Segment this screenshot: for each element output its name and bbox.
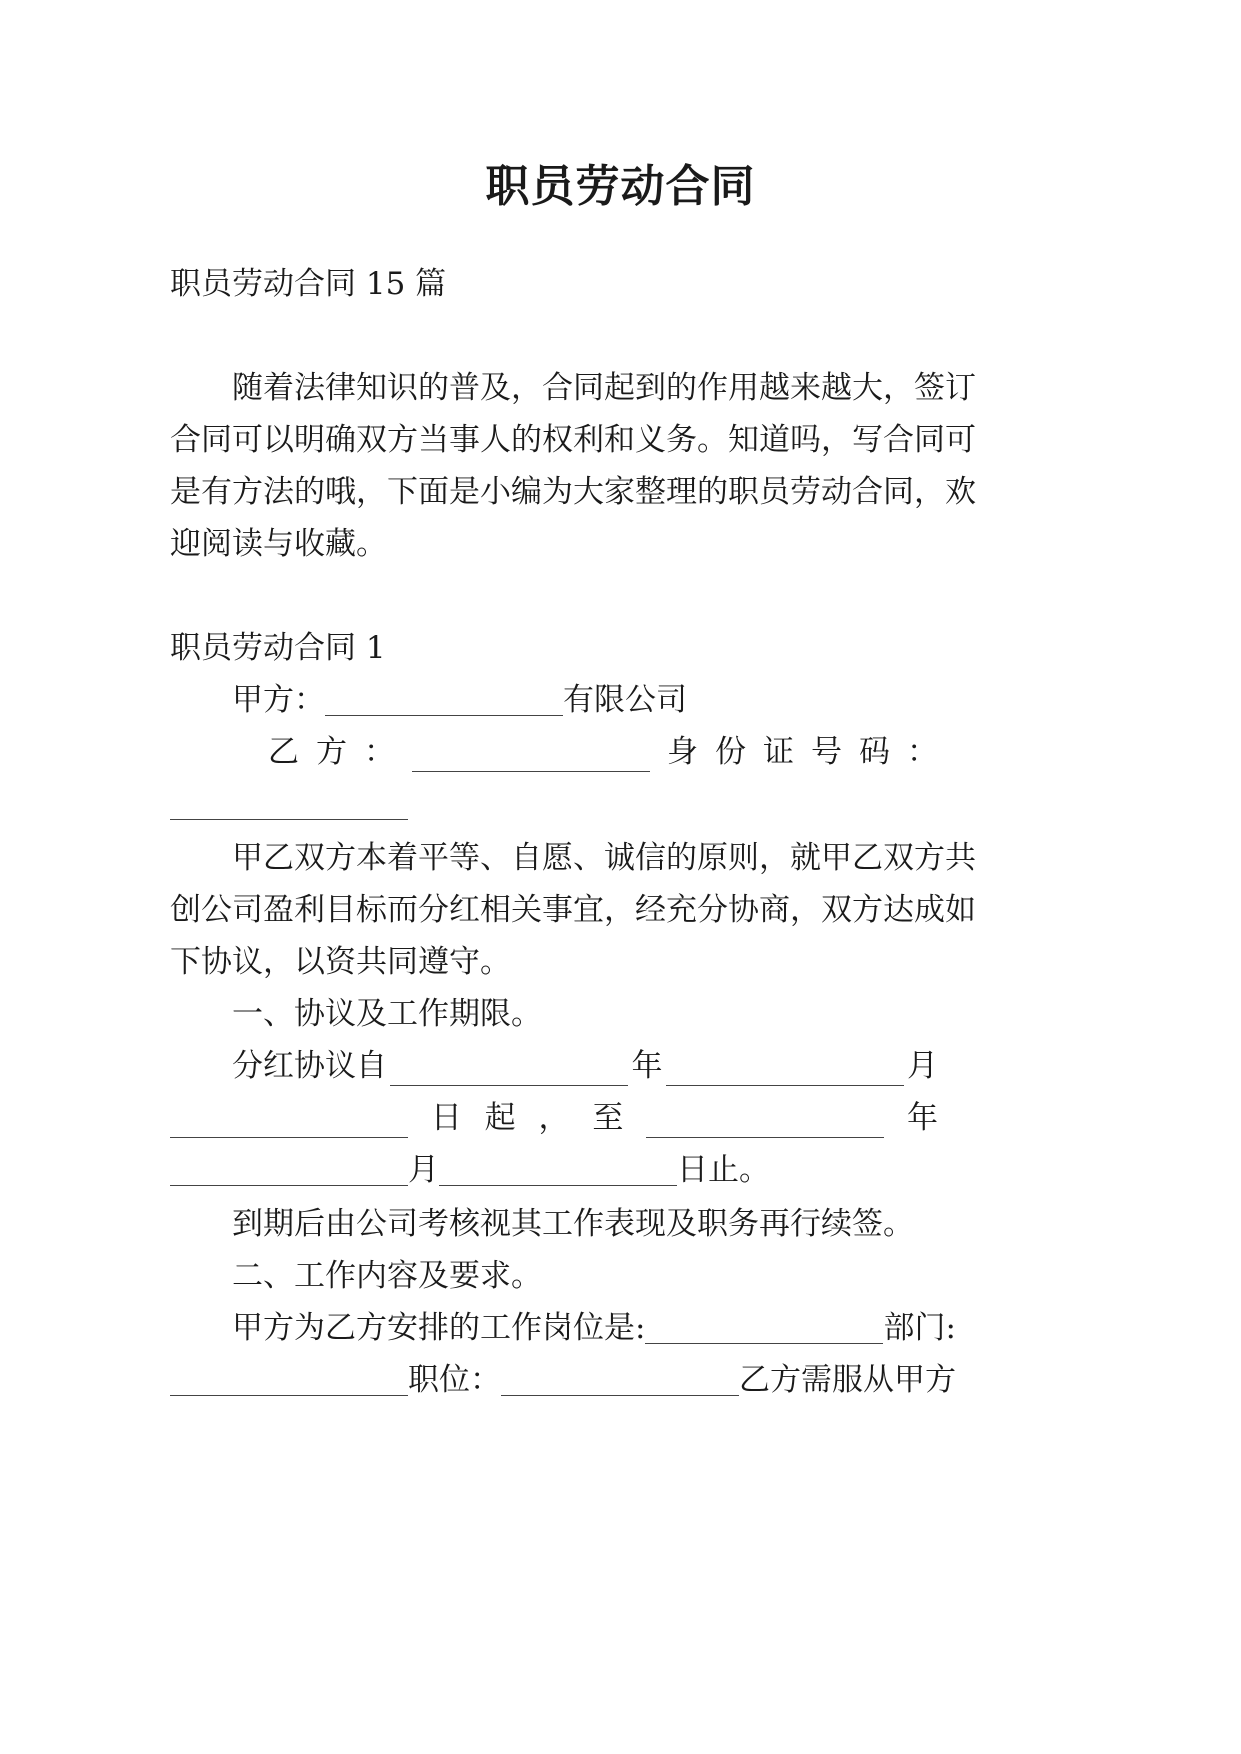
id-number-blank[interactable] [170, 789, 408, 820]
intro-line-3: 是有方法的哦，下面是小编为大家整理的职员劳动合同，欢 [170, 474, 976, 510]
party-a-line [232, 680, 687, 720]
period-line-1 [232, 1046, 938, 1086]
party-a-suffix: 有限公司 [563, 682, 687, 718]
period-line-3 [170, 1150, 770, 1190]
clause-1-heading: 一、协议及工作期限。 [232, 996, 542, 1032]
period-year: 年 [631, 1048, 663, 1084]
job-tail: 乙方需服从甲方 [739, 1362, 956, 1398]
end-day-blank[interactable] [439, 1155, 677, 1186]
id-char: 码 [859, 734, 890, 770]
party-b-char: ： [364, 734, 395, 770]
agreement-line-2: 创公司盈利目标而分红相关事宜，经充分协商，双方达成如 [170, 892, 976, 928]
position-blank[interactable] [501, 1365, 739, 1396]
job-line-1 [232, 1308, 956, 1348]
party-b-char: 方 [316, 734, 347, 770]
job-post-blank[interactable] [645, 1313, 883, 1344]
period-day-char: ， [538, 1100, 570, 1136]
party-b-line [268, 732, 938, 772]
party-b-name-blank[interactable] [412, 741, 650, 772]
period-line-2 [170, 1098, 938, 1138]
start-month-blank[interactable] [666, 1055, 904, 1086]
job-line-2 [170, 1360, 956, 1400]
intro-line-4: 迎阅读与收藏。 [170, 526, 387, 562]
period-day-char: 起 [484, 1100, 516, 1136]
period-month-2: 月 [408, 1152, 439, 1188]
dept-blank[interactable] [170, 1365, 408, 1396]
clause-2-heading: 二、工作内容及要求。 [232, 1258, 542, 1294]
job-prefix: 甲方为乙方安排的工作岗位是: [232, 1310, 646, 1346]
job-position-label: 职位： [408, 1362, 501, 1398]
id-char: 份 [715, 734, 746, 770]
id-number-line [170, 784, 408, 824]
intro-line-2: 合同可以明确双方当事人的权利和义务。知道吗，写合同可 [170, 422, 976, 458]
agreement-line-1: 甲乙双方本着平等、自愿、诚信的原则，就甲乙双方共 [232, 840, 976, 876]
period-day-char: 日 [430, 1100, 462, 1136]
id-char: ： [907, 734, 938, 770]
document-title: 职员劳动合同 [485, 161, 756, 212]
subtitle: 职员劳动合同 15 篇 [170, 266, 447, 302]
party-a-label: 甲方： [232, 682, 325, 718]
end-year-blank[interactable] [646, 1107, 884, 1138]
agreement-line-3: 下协议，以资共同遵守。 [170, 944, 511, 980]
period-day-char: 至 [592, 1100, 624, 1136]
id-char: 身 [667, 734, 698, 770]
intro-line-1: 随着法律知识的普及，合同起到的作用越来越大，签订 [232, 370, 976, 406]
id-char: 号 [811, 734, 842, 770]
start-day-blank[interactable] [170, 1107, 408, 1138]
period-year-2: 年 [906, 1100, 938, 1136]
renew-line: 到期后由公司考核视其工作表现及职务再行续签。 [232, 1206, 914, 1242]
period-from: 分红协议自 [232, 1048, 387, 1084]
end-month-blank[interactable] [170, 1155, 408, 1186]
start-year-blank[interactable] [390, 1055, 628, 1086]
section-heading: 职员劳动合同 1 [170, 630, 386, 666]
job-dept-label: 部门: [883, 1310, 956, 1346]
party-b-char: 乙 [268, 734, 299, 770]
party-a-name-blank[interactable] [325, 685, 563, 716]
period-month: 月 [907, 1048, 938, 1084]
id-char: 证 [763, 734, 794, 770]
period-end: 日止。 [677, 1152, 770, 1188]
